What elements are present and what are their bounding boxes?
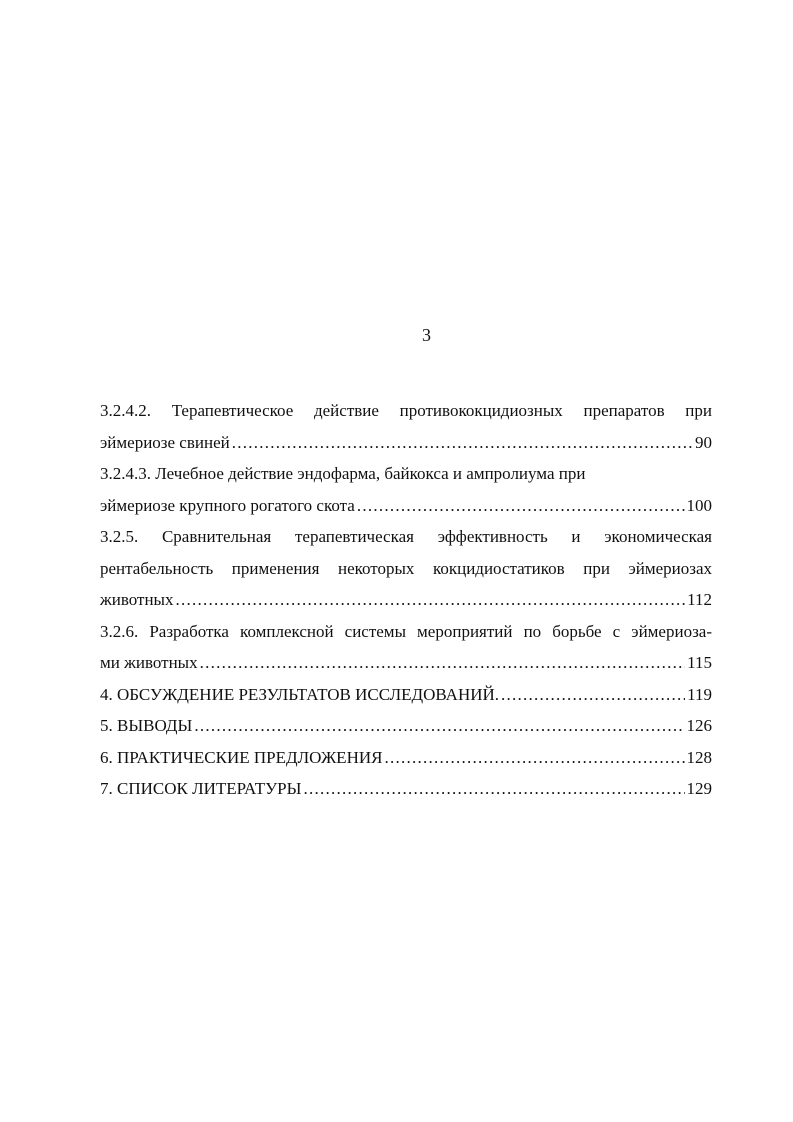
toc-entry-text: 6. ПРАКТИЧЕСКИЕ ПРЕДЛОЖЕНИЯ (100, 747, 383, 767)
toc-page-ref: 112 (687, 590, 712, 609)
toc-page-ref: 100 (686, 495, 712, 515)
toc-page-ref: 90 (695, 432, 712, 452)
dot-leader (194, 710, 684, 742)
dot-leader (384, 742, 684, 774)
toc-entry-3-2-5-line-3[interactable] (100, 584, 712, 616)
dot-leader (232, 427, 693, 459)
toc-entry-text: 7. СПИСОК ЛИТЕРАТУРЫ (100, 779, 302, 798)
toc-page-ref: 115 (687, 653, 712, 672)
dot-leader (200, 647, 686, 679)
dot-leader (175, 584, 685, 616)
dot-leader (501, 679, 685, 711)
toc-entry-text: животных (100, 590, 174, 609)
page-number: 3 (422, 325, 431, 345)
toc-entry-3-2-5-line-1: 3.2.5. Сравнительная терапевтическая эффективность и экономическая (100, 527, 712, 546)
toc-entry-practical-proposals[interactable] (100, 742, 712, 774)
toc-entry-text: 4. ОБСУЖДЕНИЕ РЕЗУЛЬТАТОВ ИССЛЕДОВАНИЙ. (100, 684, 500, 704)
toc-entry-3-2-4-3-line-2[interactable] (100, 490, 712, 522)
toc-entry-conclusions[interactable] (100, 710, 712, 742)
toc-entry-text: 5. ВЫВОДЫ (100, 716, 193, 735)
toc-entry-3-2-4-2-line-1: 3.2.4.2. Терапевтическое действие противококцидиозных препаратов при (100, 401, 712, 420)
dot-leader (357, 490, 685, 522)
toc-entry-3-2-4-2-line-2[interactable] (100, 427, 712, 459)
toc-entry-text: ми животных (100, 653, 198, 672)
table-of-contents (100, 395, 712, 805)
dot-leader (303, 773, 684, 805)
toc-entry-text: эймериозе крупного рогатого скота (100, 495, 355, 515)
toc-page-ref: 128 (686, 747, 712, 767)
toc-entry-3-2-5-line-2: рентабельность применения некоторых кокцидиостатиков при эймериозах (100, 558, 712, 578)
toc-entry-3-2-6-line-2[interactable] (100, 647, 712, 679)
toc-entry-3-2-6-line-1: 3.2.6. Разработка комплексной системы мероприятий по борьбе с эймериоза- (100, 621, 712, 641)
toc-entry-references[interactable] (100, 773, 712, 805)
toc-entry-3-2-4-3-line-1: 3.2.4.3. Лечебное действие эндофарма, байкокса и ампролиума при (100, 464, 586, 483)
toc-entry-text: эймериозе свиней (100, 432, 230, 452)
toc-entry-discussion[interactable] (100, 679, 712, 711)
toc-page-ref: 126 (686, 716, 712, 735)
toc-page-ref: 129 (686, 779, 712, 798)
toc-page-ref: 119 (687, 684, 712, 704)
